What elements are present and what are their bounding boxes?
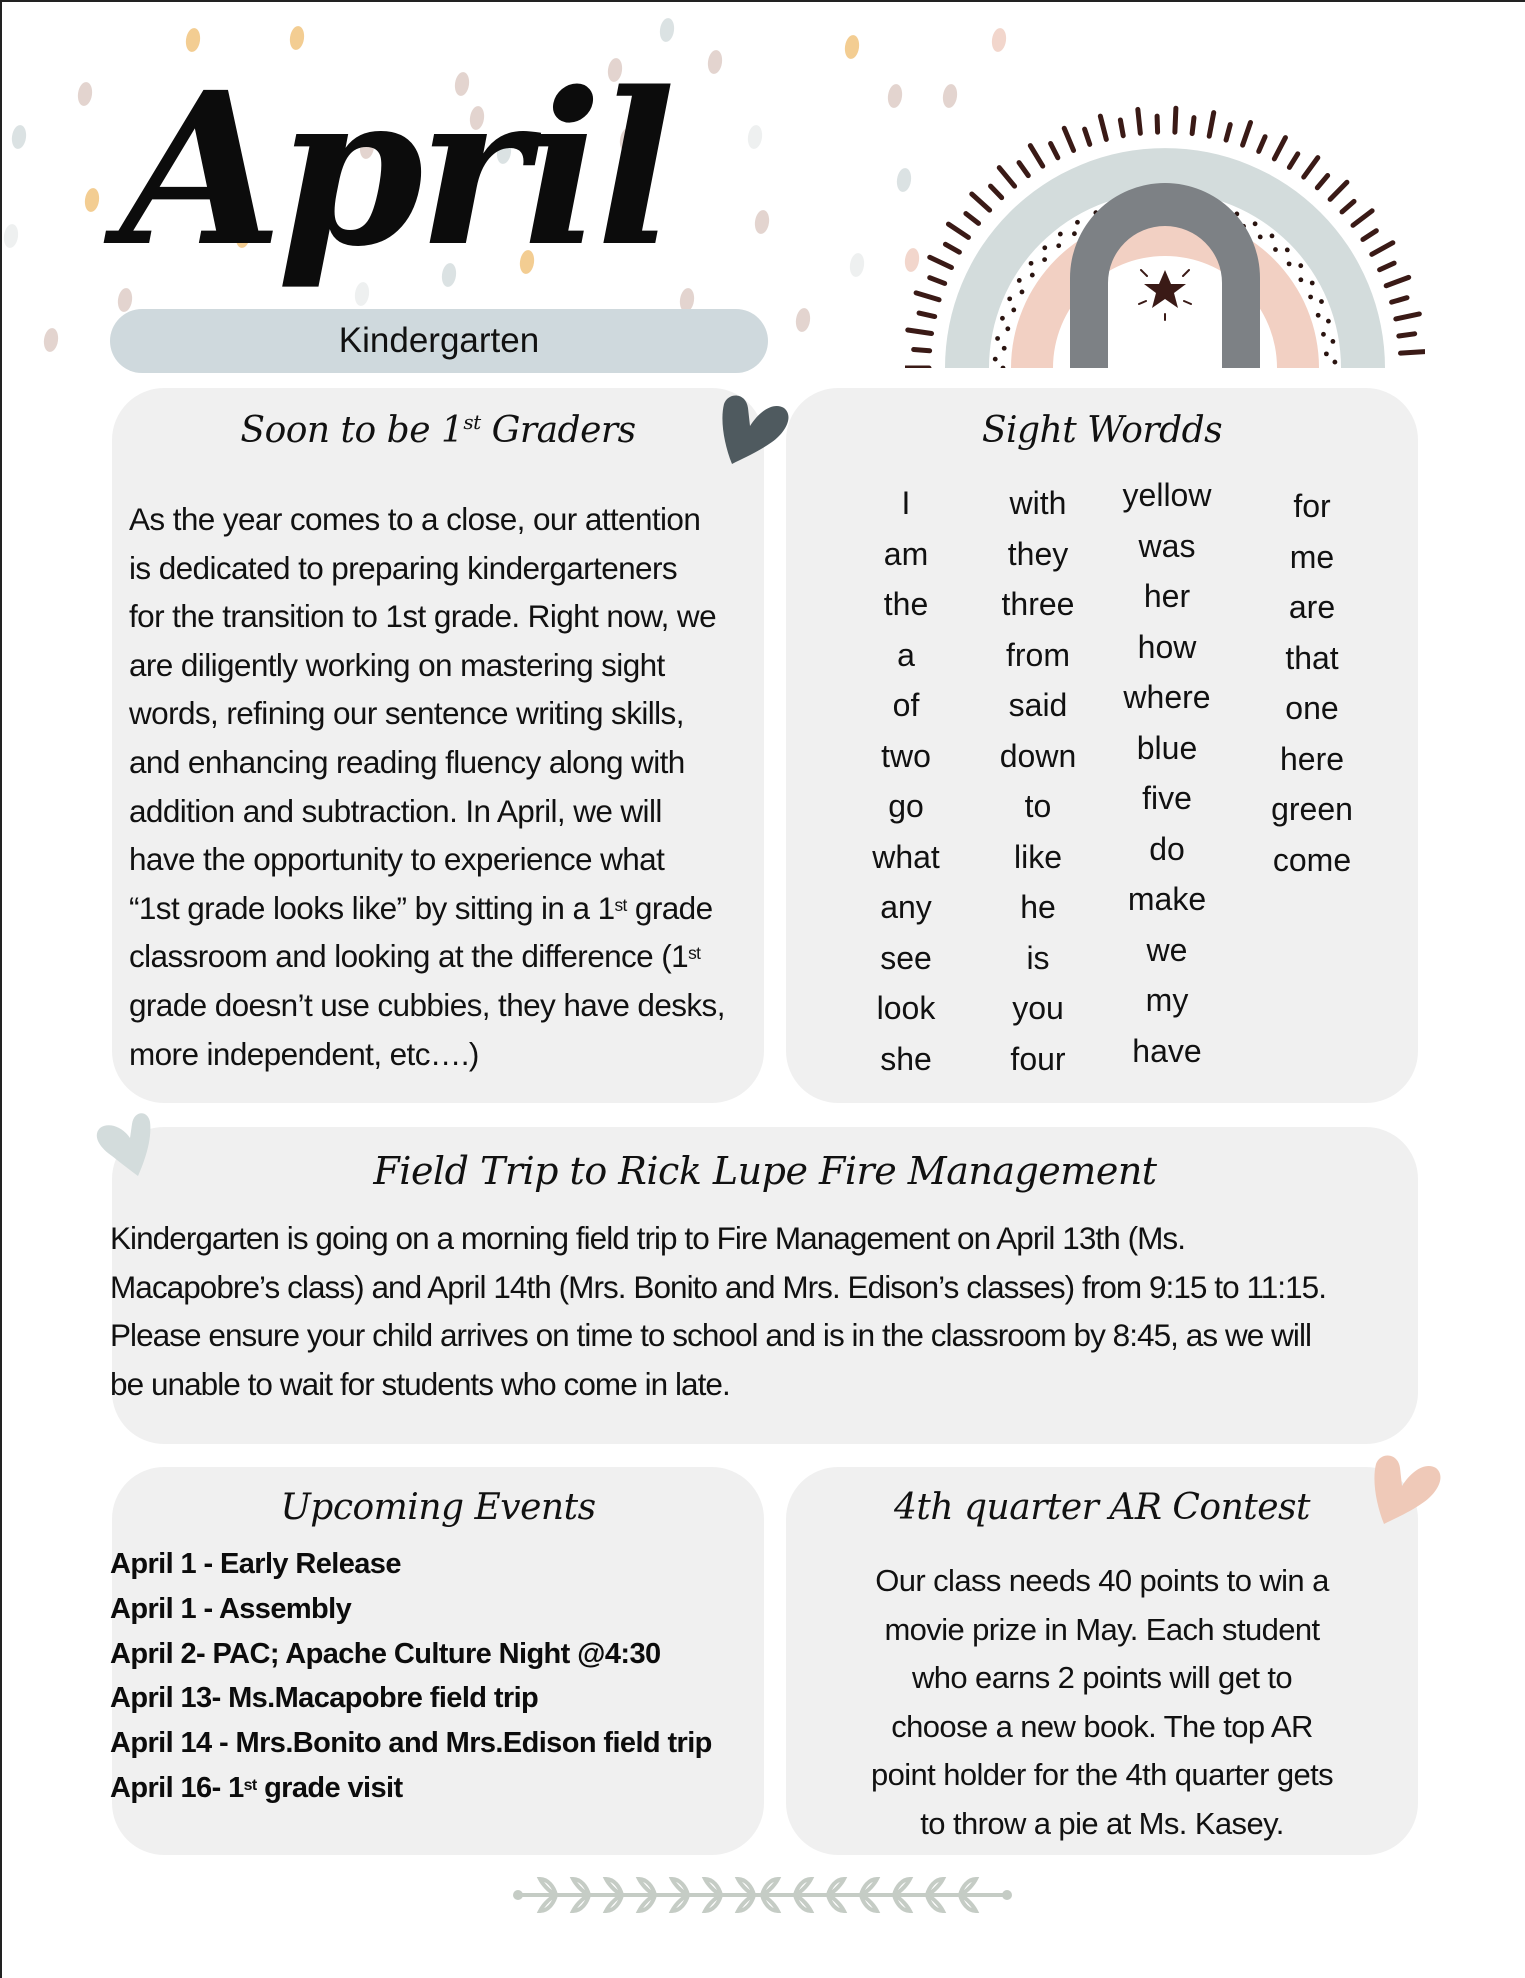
rainbow-dot	[1332, 360, 1337, 365]
star-icon	[1139, 270, 1191, 320]
rainbow-ray	[930, 257, 952, 267]
sight-word: see	[880, 939, 932, 976]
rainbow-ray	[1226, 125, 1230, 140]
rainbow-dot	[1002, 346, 1007, 351]
title-text: Graders	[480, 410, 636, 451]
confetti-dot	[886, 83, 903, 109]
rainbow-ray	[991, 186, 1002, 198]
heart-icon	[720, 392, 792, 466]
body-line	[129, 1030, 764, 1079]
card-title: Field Trip to Rick Lupe Fire Management	[373, 1149, 1157, 1193]
rainbow-ray	[1274, 138, 1285, 159]
title-superscript: st	[463, 410, 481, 434]
line-text: “1st grade looks like” by sitting in a 1	[129, 889, 615, 926]
sight-word: are	[1288, 589, 1336, 625]
line-text: have the opportunity to experience what	[129, 841, 665, 878]
sight-word: they	[1007, 535, 1069, 572]
rainbow-ray	[948, 224, 968, 237]
sight-word: where	[1123, 679, 1211, 715]
body-line: who earns 2 points will get to	[911, 1660, 1293, 1696]
rainbow-dot	[1056, 243, 1061, 248]
sight-word: I	[901, 485, 911, 521]
rainbow-ray	[1342, 201, 1354, 212]
rainbow-ray	[1209, 113, 1213, 137]
confetti-dot	[848, 252, 865, 278]
body-line	[129, 495, 764, 544]
event-item	[110, 1587, 712, 1632]
body-line: Macapobre’s class) and April 14th (Mrs. Bonito and Mrs. Edison’s classes) from 9:15 to 11:15.	[110, 1268, 1327, 1305]
confetti-dot	[2, 223, 19, 249]
grade-badge	[110, 309, 768, 373]
confetti-dot	[42, 327, 59, 353]
rainbow-dot	[1273, 247, 1278, 252]
sight-word: her	[1143, 578, 1191, 614]
rainbow-dot	[1253, 221, 1258, 226]
sight-word: he	[1020, 889, 1056, 925]
line-text: April 2- PAC; Apache Culture Night @4:30	[110, 1637, 661, 1670]
body-line	[129, 641, 764, 690]
sight-word: two	[881, 737, 931, 774]
rainbow-dot	[1001, 366, 1006, 368]
rainbow-ray	[1085, 129, 1090, 144]
line-text: April 13- Ms.Macapobre field trip	[110, 1682, 539, 1715]
body-line	[129, 884, 764, 933]
sight-word: am	[883, 535, 929, 572]
rainbow-ray	[916, 293, 939, 300]
rainbow-dot	[1011, 308, 1016, 313]
rainbow-dot	[1319, 299, 1324, 304]
rainbow-ray	[1138, 109, 1141, 133]
rainbow-dot	[1321, 332, 1326, 337]
card-title: Upcoming Events	[280, 1487, 596, 1528]
sight-word: go	[888, 788, 924, 824]
line-text: grade doesn’t use cubbies, they have desks,	[129, 986, 725, 1023]
rainbow-ray	[999, 168, 1014, 186]
rainbow-dot	[995, 336, 1000, 341]
field-trip-body	[110, 1214, 1420, 1408]
line-text: April 1 - Assembly	[110, 1592, 352, 1625]
body-line	[129, 592, 764, 641]
card-title: 4th quarter AR Contest	[894, 1487, 1310, 1528]
rainbow-ray	[1175, 108, 1176, 132]
confetti-dot	[753, 209, 770, 235]
sight-word: green	[1271, 791, 1353, 827]
rainbow-dot	[1058, 232, 1063, 237]
line-text: grade visit	[256, 1771, 403, 1804]
rainbow-ray	[972, 194, 990, 210]
sight-word: what	[872, 838, 940, 875]
rainbow-dot	[1258, 235, 1263, 240]
sight-word: look	[876, 990, 936, 1026]
rainbow-ray	[1100, 116, 1106, 139]
sight-word: said	[1008, 687, 1068, 723]
sight-word: how	[1137, 628, 1197, 665]
confetti-dot	[706, 49, 723, 75]
rainbow-dot	[1020, 290, 1025, 295]
rainbow-ray	[930, 278, 945, 284]
sight-word: my	[1145, 982, 1189, 1018]
sight-word: she	[880, 1040, 932, 1077]
heart-icon	[94, 1110, 156, 1178]
body-line	[129, 835, 764, 884]
event-item	[110, 1632, 712, 1677]
rainbow-dot	[1324, 351, 1329, 356]
rainbow-dot	[1316, 313, 1321, 318]
rainbow-ray	[1243, 122, 1251, 145]
rainbow-dot	[1285, 248, 1290, 253]
rainbow-ray	[1192, 118, 1194, 134]
rainbow-ray	[914, 350, 930, 351]
body-line	[129, 981, 764, 1030]
line-text: April 1 - Early Release	[110, 1548, 401, 1580]
month-title: April	[120, 46, 670, 293]
rainbow-dot	[1029, 261, 1034, 266]
rainbow-dot	[1000, 316, 1005, 321]
sight-word: do	[1149, 830, 1185, 867]
rainbow-ray	[1064, 128, 1073, 150]
body-line: movie prize in May. Each student	[884, 1611, 1320, 1647]
rainbow-ray	[1392, 298, 1407, 302]
rainbow-dot	[1331, 339, 1336, 344]
rainbow-ray	[1330, 182, 1347, 199]
rainbow-dot	[1007, 296, 1012, 301]
confetti-dot	[794, 307, 811, 333]
line-text: classroom and looking at the difference (1	[129, 938, 689, 975]
line-text: is dedicated to preparing kindergarteners	[129, 549, 677, 586]
card-title: Sight Wordds	[981, 410, 1223, 451]
body-line	[129, 544, 764, 593]
body-line: choose a new book. The top AR	[891, 1708, 1313, 1744]
rainbow-dot	[1030, 273, 1035, 278]
sight-word: have	[1132, 1032, 1202, 1069]
confetti-dot	[843, 34, 860, 60]
confetti-dot	[83, 187, 100, 213]
sight-word: here	[1279, 740, 1345, 777]
line-text: for the transition to 1st grade. Right now, we	[129, 598, 716, 635]
line-text: April 16- 1	[110, 1771, 244, 1804]
ar-contest-card	[786, 1467, 1418, 1855]
event-item	[110, 1542, 712, 1587]
rainbow-ray	[945, 244, 959, 252]
rainbow-ray	[1289, 154, 1297, 168]
sight-word: blue	[1136, 729, 1198, 766]
rainbow-ray	[1120, 120, 1123, 136]
confetti-dot	[746, 124, 763, 150]
body-line	[129, 738, 764, 787]
heart-icon	[1372, 1452, 1444, 1526]
rainbow-dot	[1270, 233, 1275, 238]
rainbow-dot	[1017, 278, 1022, 283]
sight-word: with	[1009, 485, 1067, 521]
line-text: addition and subtraction. In April, we will	[129, 792, 662, 829]
sight-word: was	[1138, 527, 1196, 564]
body-line: Please ensure your child arrives on time to school and is in the classroom by 8:45, as we will	[110, 1317, 1312, 1354]
superscript: st	[688, 943, 701, 964]
sight-word: make	[1127, 881, 1207, 917]
rainbow-ray	[1399, 334, 1415, 336]
events-list	[110, 1542, 712, 1811]
rainbow-dot	[1042, 257, 1047, 262]
rainbow-dot	[1310, 281, 1315, 286]
sight-word-column	[1102, 470, 1232, 1076]
line-text: and enhancing reading fluency along with	[129, 743, 685, 780]
line-text: are diligently working on mastering sight	[129, 646, 665, 683]
rainbow-ray	[919, 313, 935, 316]
sight-word: me	[1289, 538, 1335, 575]
rainbow-ray	[1304, 158, 1318, 177]
body-line: point holder for the 4th quarter gets	[870, 1757, 1334, 1793]
sight-word-column	[841, 478, 971, 1084]
rainbow-dot	[1298, 277, 1303, 282]
event-item	[110, 1766, 712, 1811]
confetti-dot	[10, 124, 27, 150]
body-line	[129, 932, 764, 981]
sight-word: one	[1285, 690, 1339, 726]
sight-word: down	[999, 737, 1077, 774]
ar-contest-body	[786, 1557, 1418, 1849]
laurel-divider	[510, 1870, 1015, 1920]
sight-word: of	[892, 687, 920, 723]
sight-word: from	[1006, 636, 1070, 673]
body-line: be unable to wait for students who come in late.	[110, 1365, 730, 1402]
line-text: grade	[626, 889, 713, 926]
rainbow-dot	[1308, 295, 1313, 300]
rainbow-ray	[1396, 314, 1419, 319]
rainbow-dot	[1298, 263, 1303, 268]
rainbow-ray	[1019, 163, 1028, 176]
confetti-dot	[658, 17, 675, 43]
body-line: to throw a pie at Ms. Kasey.	[920, 1805, 1284, 1841]
rainbow-ray	[1051, 143, 1058, 157]
rainbow-ray	[1259, 137, 1265, 152]
rainbow-ray	[966, 214, 979, 224]
sight-word: like	[1013, 838, 1062, 875]
soon-card-body	[129, 495, 764, 1078]
rainbow-illustration	[905, 38, 1425, 368]
line-text: more independent, etc….)	[129, 1035, 479, 1072]
line-text: words, refining our sentence writing skills,	[129, 695, 684, 732]
card-title	[112, 410, 764, 451]
rainbow-dot	[1287, 261, 1292, 266]
rainbow-ray	[1157, 116, 1158, 132]
grade-label: Kindergarten	[338, 321, 540, 360]
sight-word: five	[1142, 780, 1192, 816]
sight-word: any	[880, 889, 932, 925]
superscript: st	[614, 894, 627, 915]
sight-word: a	[897, 636, 915, 673]
event-item	[110, 1721, 712, 1766]
sight-word: to	[1024, 788, 1052, 824]
body-line: Our class needs 40 points to win a	[875, 1563, 1329, 1598]
sight-word: yellow	[1122, 477, 1212, 513]
rainbow-dot	[1042, 245, 1047, 250]
sight-word-column	[973, 478, 1103, 1084]
sight-word: that	[1285, 639, 1339, 676]
line-text: April 14 - Mrs.Bonito and Mrs.Edison field trip	[110, 1727, 712, 1760]
rainbow-dot	[1005, 326, 1010, 331]
rainbow-dot	[993, 357, 998, 362]
event-item	[110, 1676, 712, 1721]
body-line: Kindergarten is going on a morning field trip to Fire Management on April 13th (Ms.	[110, 1220, 1186, 1256]
rainbow-ray	[1380, 263, 1395, 270]
sight-word: we	[1146, 931, 1188, 968]
title-text: Soon to be 1	[240, 410, 464, 451]
sight-word-column	[1247, 481, 1377, 885]
rainbow-ray	[1317, 176, 1327, 188]
rainbow-ray	[1030, 146, 1042, 167]
confetti-dot	[76, 81, 93, 107]
sight-word: is	[1026, 939, 1050, 976]
rainbow-dot	[1326, 319, 1331, 324]
sight-word: four	[1010, 1040, 1066, 1077]
rainbow-ray	[1372, 243, 1393, 255]
sight-word: come	[1272, 841, 1352, 878]
rainbow-ray	[1386, 277, 1408, 285]
sight-word: three	[1001, 586, 1075, 622]
sight-word: you	[1012, 990, 1064, 1026]
superscript: st	[243, 1776, 257, 1794]
rainbow-ray	[908, 330, 932, 334]
line-text: As the year comes to a close, our attention	[129, 501, 701, 537]
sight-word: for	[1293, 488, 1331, 524]
rainbow-ray	[1363, 231, 1376, 240]
rainbow-ray	[1401, 352, 1425, 354]
rainbow-dot	[1072, 231, 1077, 236]
rainbow-ray	[1353, 211, 1372, 226]
rainbow-dot	[1075, 220, 1080, 225]
body-line	[129, 787, 764, 836]
body-line	[129, 689, 764, 738]
sight-word: the	[883, 586, 929, 622]
